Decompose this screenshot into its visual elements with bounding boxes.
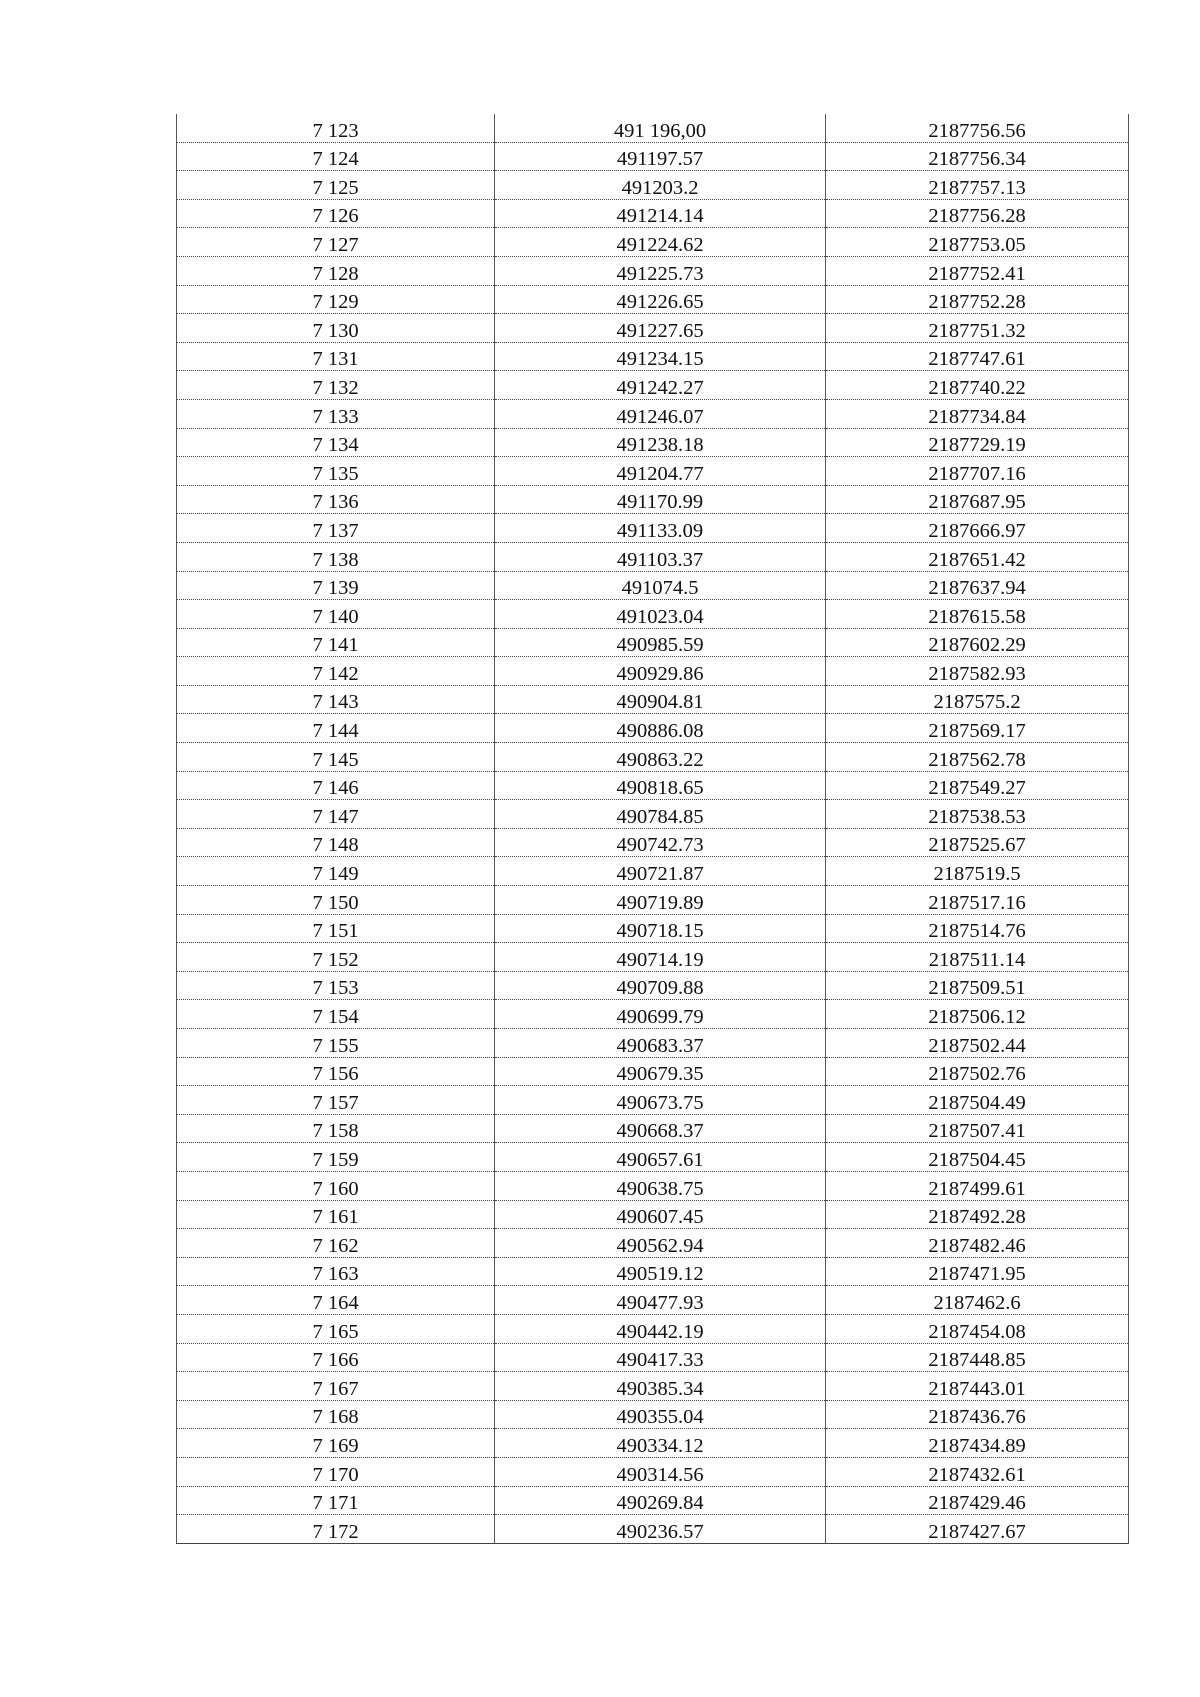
table-row [177,1286,1129,1315]
point-number-cell: 7 164 [177,1286,495,1315]
y-coordinate-cell: 2187454.08 [826,1314,1129,1343]
point-number-cell: 7 125 [177,171,495,200]
point-number-cell: 7 136 [177,485,495,514]
y-coordinate-cell: 2187562.78 [826,743,1129,772]
x-coordinate-cell: 490657.61 [495,1143,826,1172]
x-coordinate-cell: 490904.81 [495,685,826,714]
table-row [177,943,1129,972]
point-number-cell: 7 154 [177,1000,495,1029]
point-number-cell: 7 155 [177,1029,495,1058]
x-coordinate-cell: 491204.77 [495,457,826,486]
x-coordinate-cell: 490679.35 [495,1057,826,1086]
point-number-cell: 7 139 [177,571,495,600]
point-number-cell: 7 134 [177,428,495,457]
x-coordinate-cell: 490818.65 [495,771,826,800]
table-row [177,399,1129,428]
y-coordinate-cell: 2187666.97 [826,514,1129,543]
table-row [177,371,1129,400]
point-number-cell: 7 157 [177,1086,495,1115]
point-number-cell: 7 167 [177,1372,495,1401]
x-coordinate-cell: 490709.88 [495,971,826,1000]
point-number-cell: 7 153 [177,971,495,1000]
table-row [177,1057,1129,1086]
table-row [177,571,1129,600]
y-coordinate-cell: 2187740.22 [826,371,1129,400]
point-number-cell: 7 129 [177,285,495,314]
y-coordinate-cell: 2187756.56 [826,114,1129,142]
point-number-cell: 7 142 [177,657,495,686]
x-coordinate-cell: 490985.59 [495,628,826,657]
x-coordinate-cell: 491133.09 [495,514,826,543]
y-coordinate-cell: 2187687.95 [826,485,1129,514]
point-number-cell: 7 161 [177,1200,495,1229]
y-coordinate-cell: 2187752.28 [826,285,1129,314]
x-coordinate-cell: 490668.37 [495,1114,826,1143]
x-coordinate-cell: 490719.89 [495,886,826,915]
x-coordinate-cell: 490673.75 [495,1086,826,1115]
y-coordinate-cell: 2187729.19 [826,428,1129,457]
table-row [177,228,1129,257]
y-coordinate-cell: 2187549.27 [826,771,1129,800]
y-coordinate-cell: 2187492.28 [826,1200,1129,1229]
y-coordinate-cell: 2187434.89 [826,1429,1129,1458]
point-number-cell: 7 148 [177,828,495,857]
y-coordinate-cell: 2187507.41 [826,1114,1129,1143]
x-coordinate-cell: 490886.08 [495,714,826,743]
x-coordinate-cell: 490714.19 [495,943,826,972]
point-number-cell: 7 169 [177,1429,495,1458]
table-row [177,685,1129,714]
point-number-cell: 7 158 [177,1114,495,1143]
point-number-cell: 7 171 [177,1486,495,1515]
x-coordinate-cell: 490519.12 [495,1257,826,1286]
table-row [177,457,1129,486]
y-coordinate-cell: 2187637.94 [826,571,1129,600]
y-coordinate-cell: 2187511.14 [826,943,1129,972]
table-row [177,142,1129,171]
table-row [177,914,1129,943]
point-number-cell: 7 159 [177,1143,495,1172]
x-coordinate-cell: 491242.27 [495,371,826,400]
point-number-cell: 7 140 [177,600,495,629]
point-number-cell: 7 124 [177,142,495,171]
point-number-cell: 7 126 [177,199,495,228]
point-number-cell: 7 168 [177,1400,495,1429]
y-coordinate-cell: 2187448.85 [826,1343,1129,1372]
table-row [177,1429,1129,1458]
table-row [177,1257,1129,1286]
table-row [177,542,1129,571]
x-coordinate-cell: 491227.65 [495,314,826,343]
y-coordinate-cell: 2187499.61 [826,1171,1129,1200]
point-number-cell: 7 162 [177,1229,495,1258]
table-row [177,1143,1129,1172]
table-row [177,771,1129,800]
table-row [177,1486,1129,1515]
y-coordinate-cell: 2187538.53 [826,800,1129,829]
point-number-cell: 7 130 [177,314,495,343]
point-number-cell: 7 131 [177,342,495,371]
point-number-cell: 7 156 [177,1057,495,1086]
y-coordinate-cell: 2187756.28 [826,199,1129,228]
point-number-cell: 7 151 [177,914,495,943]
x-coordinate-cell: 491074.5 [495,571,826,600]
y-coordinate-cell: 2187734.84 [826,399,1129,428]
y-coordinate-cell: 2187514.76 [826,914,1129,943]
x-coordinate-cell: 491225.73 [495,256,826,285]
x-coordinate-cell: 490607.45 [495,1200,826,1229]
point-number-cell: 7 152 [177,943,495,972]
y-coordinate-cell: 2187517.16 [826,886,1129,915]
x-coordinate-cell: 490314.56 [495,1457,826,1486]
point-number-cell: 7 138 [177,542,495,571]
table-row [177,514,1129,543]
point-number-cell: 7 163 [177,1257,495,1286]
x-coordinate-cell: 490683.37 [495,1029,826,1058]
y-coordinate-cell: 2187506.12 [826,1000,1129,1029]
table-row [177,1372,1129,1401]
point-number-cell: 7 141 [177,628,495,657]
table-row [177,628,1129,657]
x-coordinate-cell: 490638.75 [495,1171,826,1200]
y-coordinate-cell: 2187502.44 [826,1029,1129,1058]
x-coordinate-cell: 490355.04 [495,1400,826,1429]
y-coordinate-cell: 2187757.13 [826,171,1129,200]
table-row [177,1029,1129,1058]
table-row [177,1343,1129,1372]
table-row [177,485,1129,514]
point-number-cell: 7 137 [177,514,495,543]
table-row [177,114,1129,142]
table-row [177,1000,1129,1029]
x-coordinate-cell: 490417.33 [495,1343,826,1372]
point-number-cell: 7 170 [177,1457,495,1486]
x-coordinate-cell: 491197.57 [495,142,826,171]
x-coordinate-cell: 490236.57 [495,1515,826,1544]
y-coordinate-cell: 2187504.49 [826,1086,1129,1115]
x-coordinate-cell: 490477.93 [495,1286,826,1315]
y-coordinate-cell: 2187707.16 [826,457,1129,486]
y-coordinate-cell: 2187575.2 [826,685,1129,714]
table-row [177,256,1129,285]
table-row [177,1114,1129,1143]
table-row [177,1314,1129,1343]
table-row [177,714,1129,743]
point-number-cell: 7 135 [177,457,495,486]
x-coordinate-cell: 491203.2 [495,171,826,200]
x-coordinate-cell: 490385.34 [495,1372,826,1401]
point-number-cell: 7 132 [177,371,495,400]
y-coordinate-cell: 2187519.5 [826,857,1129,886]
y-coordinate-cell: 2187569.17 [826,714,1129,743]
x-coordinate-cell: 490562.94 [495,1229,826,1258]
y-coordinate-cell: 2187427.67 [826,1515,1129,1544]
table-row [177,171,1129,200]
table-row [177,199,1129,228]
y-coordinate-cell: 2187756.34 [826,142,1129,171]
point-number-cell: 7 145 [177,743,495,772]
y-coordinate-cell: 2187582.93 [826,657,1129,686]
y-coordinate-cell: 2187753.05 [826,228,1129,257]
table-row [177,600,1129,629]
x-coordinate-cell: 490863.22 [495,743,826,772]
table-row [177,886,1129,915]
y-coordinate-cell: 2187462.6 [826,1286,1129,1315]
point-number-cell: 7 165 [177,1314,495,1343]
x-coordinate-cell: 490718.15 [495,914,826,943]
y-coordinate-cell: 2187471.95 [826,1257,1129,1286]
table-row [177,1200,1129,1229]
x-coordinate-cell: 491 196,00 [495,114,826,142]
y-coordinate-cell: 2187747.61 [826,342,1129,371]
coordinates-table-body [177,114,1129,1543]
x-coordinate-cell: 491238.18 [495,428,826,457]
table-row [177,314,1129,343]
table-row [177,743,1129,772]
point-number-cell: 7 144 [177,714,495,743]
point-number-cell: 7 143 [177,685,495,714]
x-coordinate-cell: 490784.85 [495,800,826,829]
point-number-cell: 7 127 [177,228,495,257]
x-coordinate-cell: 491226.65 [495,285,826,314]
x-coordinate-cell: 490269.84 [495,1486,826,1515]
table-row [177,657,1129,686]
y-coordinate-cell: 2187525.67 [826,828,1129,857]
x-coordinate-cell: 491103.37 [495,542,826,571]
y-coordinate-cell: 2187429.46 [826,1486,1129,1515]
table-row [177,857,1129,886]
x-coordinate-cell: 491224.62 [495,228,826,257]
table-row [177,828,1129,857]
y-coordinate-cell: 2187602.29 [826,628,1129,657]
y-coordinate-cell: 2187509.51 [826,971,1129,1000]
point-number-cell: 7 172 [177,1515,495,1544]
x-coordinate-cell: 491234.15 [495,342,826,371]
y-coordinate-cell: 2187615.58 [826,600,1129,629]
point-number-cell: 7 133 [177,399,495,428]
table-row [177,1457,1129,1486]
point-number-cell: 7 146 [177,771,495,800]
point-number-cell: 7 128 [177,256,495,285]
y-coordinate-cell: 2187504.45 [826,1143,1129,1172]
table-row [177,1400,1129,1429]
table-row [177,971,1129,1000]
table-row [177,1515,1129,1544]
table-row [177,285,1129,314]
x-coordinate-cell: 490442.19 [495,1314,826,1343]
coordinates-table [176,114,1129,1544]
y-coordinate-cell: 2187432.61 [826,1457,1129,1486]
table-row [177,1229,1129,1258]
y-coordinate-cell: 2187436.76 [826,1400,1129,1429]
table-row [177,428,1129,457]
x-coordinate-cell: 491023.04 [495,600,826,629]
point-number-cell: 7 166 [177,1343,495,1372]
table-row [177,1086,1129,1115]
y-coordinate-cell: 2187651.42 [826,542,1129,571]
y-coordinate-cell: 2187752.41 [826,256,1129,285]
point-number-cell: 7 147 [177,800,495,829]
x-coordinate-cell: 491246.07 [495,399,826,428]
x-coordinate-cell: 491214.14 [495,199,826,228]
table-row [177,800,1129,829]
y-coordinate-cell: 2187751.32 [826,314,1129,343]
x-coordinate-cell: 490742.73 [495,828,826,857]
x-coordinate-cell: 490929.86 [495,657,826,686]
table-row [177,342,1129,371]
x-coordinate-cell: 490721.87 [495,857,826,886]
point-number-cell: 7 150 [177,886,495,915]
point-number-cell: 7 123 [177,114,495,142]
point-number-cell: 7 160 [177,1171,495,1200]
x-coordinate-cell: 491170.99 [495,485,826,514]
y-coordinate-cell: 2187482.46 [826,1229,1129,1258]
y-coordinate-cell: 2187502.76 [826,1057,1129,1086]
x-coordinate-cell: 490699.79 [495,1000,826,1029]
table-row [177,1171,1129,1200]
x-coordinate-cell: 490334.12 [495,1429,826,1458]
point-number-cell: 7 149 [177,857,495,886]
y-coordinate-cell: 2187443.01 [826,1372,1129,1401]
